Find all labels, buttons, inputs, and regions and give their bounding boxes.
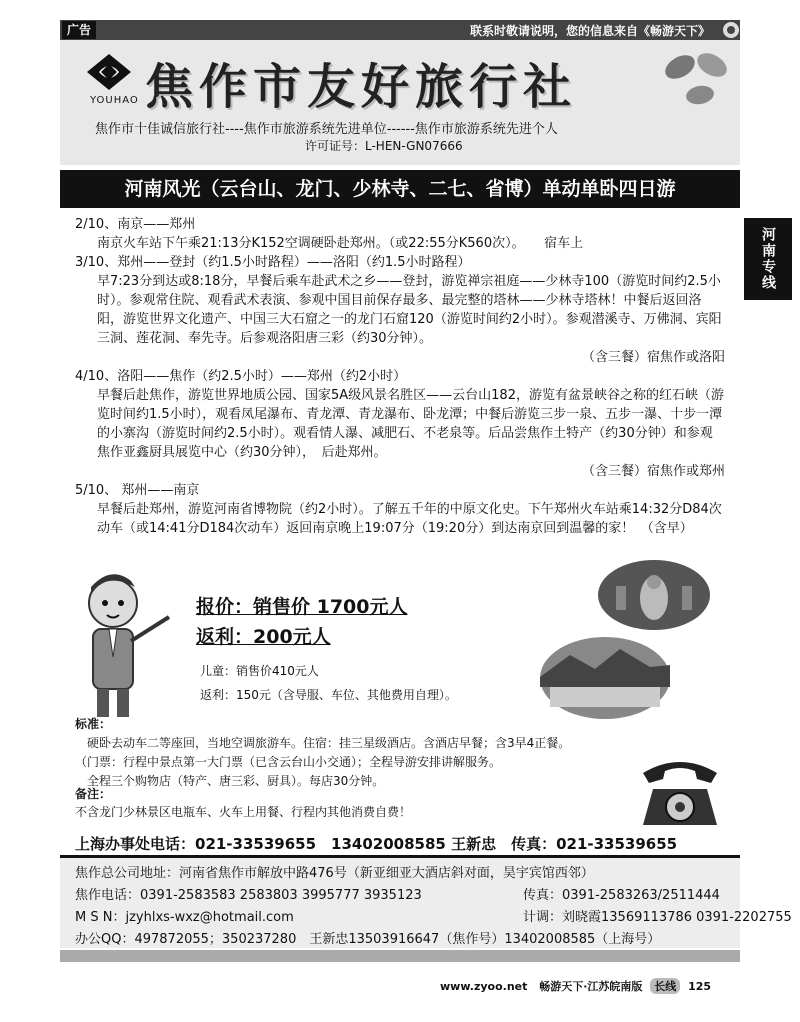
day-heading: 4/10、洛阳——焦作（约2.5小时）——郑州（约2小时） (75, 369, 407, 384)
contact-phone: 焦作电话：0391-2583583 2583803 3995777 3935123 (75, 888, 422, 903)
shanghai-office-contact: 上海办事处电话：021-33539655 13402008585 王新忠 传真：021-33539655 (75, 835, 678, 853)
rebate-price: 返利：200元人 (196, 626, 331, 648)
rebate-note: 返利：150元（含导服、车位、其他费用自理）。 (200, 688, 457, 702)
notes-text: 不含龙门少林景区电瓶车、火车上用餐、行程内其他消费自费！ (75, 805, 412, 819)
day-heading: 5/10、 郑州——南京 (75, 483, 200, 498)
contacts-box (60, 858, 792, 948)
itinerary-day (75, 253, 725, 367)
day-meal-note: （含三餐）宿焦作或洛阳 (581, 350, 725, 365)
grotto-photo-icon (598, 560, 710, 630)
contact-fax: 传真：0391-2583263/2511444 (523, 888, 720, 903)
tour-title: 河南风光（云台山、龙门、少林寺、二七、省博）单动单卧四日游 (124, 178, 676, 200)
itinerary-day (75, 215, 725, 253)
child-price: 儿童：销售价410元人 (200, 664, 319, 678)
agency-logo-icon (85, 52, 133, 92)
landscape-photo-icon (540, 637, 670, 719)
agency-name: 焦作市友好旅行社 (145, 59, 578, 115)
day-description: 早餐后赴郑州，游览河南省博物院（约2小时）。了解五千年的中原文化史。下午郑州火车站乘14:32分D84次动车（或14:41分D184次动车）返回南京晚上19:07分（19:20分）到达南京回到温馨的家！ （含早） (97, 502, 722, 536)
day-heading: 3/10、郑州——登封（约1.5小时路程）——洛阳（约1.5小时路程） (75, 255, 471, 270)
tagline: 焦作市十佳诚信旅行社----焦作市旅游系统先进单位------焦作市旅游系统先进个人 (95, 122, 558, 137)
footer-section: 长线 (650, 978, 680, 994)
contact-note: 联系时敬请说明，您的信息来自《畅游天下》 (470, 24, 711, 38)
sale-price: 报价：销售价 1700元人 (196, 596, 408, 618)
page-number: 125 (688, 980, 712, 993)
license-number: 许可证号：L-HEN-GN07666 (305, 139, 463, 153)
contact-phone-row (75, 884, 720, 903)
day-meal-note: （含三餐）宿焦作或郑州 (581, 464, 725, 479)
contact-msn-row (75, 906, 792, 925)
footer-publication: 畅游天下·江苏皖南版 (539, 980, 643, 993)
ad-tag: 广告 (62, 21, 96, 39)
day-description: 早餐后赴焦作，游览世界地质公园、国家5A级风景名胜区——云台山182，游览有盆景峡谷之称的红石峡（游览时间约1.5小时），观看凤尾瀑布、青龙潭、青龙瀑布、卧龙潭；中餐后游览三步一泉、五步一瀑、十步一潭的小寨沟（游览时间约2.5小时）。观看情人瀑、减肥石、不老泉等。后品尝焦作土特产（约30分钟）和参观焦作亚鑫厨具展览中心（约30分钟）， 后赴郑州。 (97, 388, 724, 460)
side-section-tab: 河南专线 (744, 218, 792, 300)
itinerary (75, 215, 725, 538)
standards-line: 全程三个购物店（特产、唐三彩、厨具）。每店30分钟。 (87, 774, 385, 788)
page-footer (440, 978, 711, 994)
title-band (60, 170, 740, 208)
standards-line: （门票：行程中景点第一大门票（已含云台山小交通）；全程导游安排讲解服务。 (75, 755, 502, 769)
standards-label: 标准： (75, 717, 112, 731)
day-heading: 2/10、南京——郑州 (75, 217, 196, 232)
contact-msn: M S N：jzyhlxs-wxz@hotmail.com (75, 910, 294, 925)
cartoon-presenter-icon (65, 565, 175, 725)
bottom-bar (60, 950, 740, 962)
day-description: 早7:23分到达或8:18分，早餐后乘车赴武术之乡——登封，游览禅宗祖庭——少林寺100（游览时间约2.5小时）。参观常住院、观看武术表演、参观中国目前保存最多、最完整的塔林——少林寺塔林！中餐后返回洛阳，游览世界文化遗产、中国三大石窟之一的龙门石窟120（游览时间约2小时）。参观潜溪寺、万佛洞、宾阳三洞、莲花洞、奉先寺。后参观洛阳唐三彩（约30分钟）。 (97, 274, 722, 346)
contact-address: 焦作总公司地址：河南省焦作市解放中路476号（新亚细亚大酒店斜对面，昊宇宾馆西邻） (75, 866, 594, 881)
itinerary-day (75, 481, 725, 538)
publisher-logo-icon (722, 21, 740, 39)
footer-site: www.zyoo.net (440, 980, 528, 993)
leaf-decoration-icon (640, 45, 740, 115)
contact-qq: 办公QQ：497872055；350237280 王新忠13503916647（焦作号）13402008585（上海号） (75, 932, 661, 947)
notes-section (75, 785, 635, 821)
standards-section (75, 715, 635, 791)
contact-planner: 计调：刘晓霞13569113786 0391-2202755 (523, 910, 792, 925)
notes-label: 备注： (75, 787, 112, 801)
logo-caption: YOUHAO (90, 95, 139, 106)
standards-line: 硬卧去动车二等座回，当地空调旅游车。住宿：挂三星级酒店。含酒店早餐；含3早4正餐。 (87, 736, 571, 750)
telephone-icon (635, 755, 725, 830)
itinerary-day (75, 367, 725, 481)
day-description: 南京火车站下午乘21:13分K152空调硬卧赴郑州。（或22:55分K560次）。 宿车上 (97, 236, 584, 251)
